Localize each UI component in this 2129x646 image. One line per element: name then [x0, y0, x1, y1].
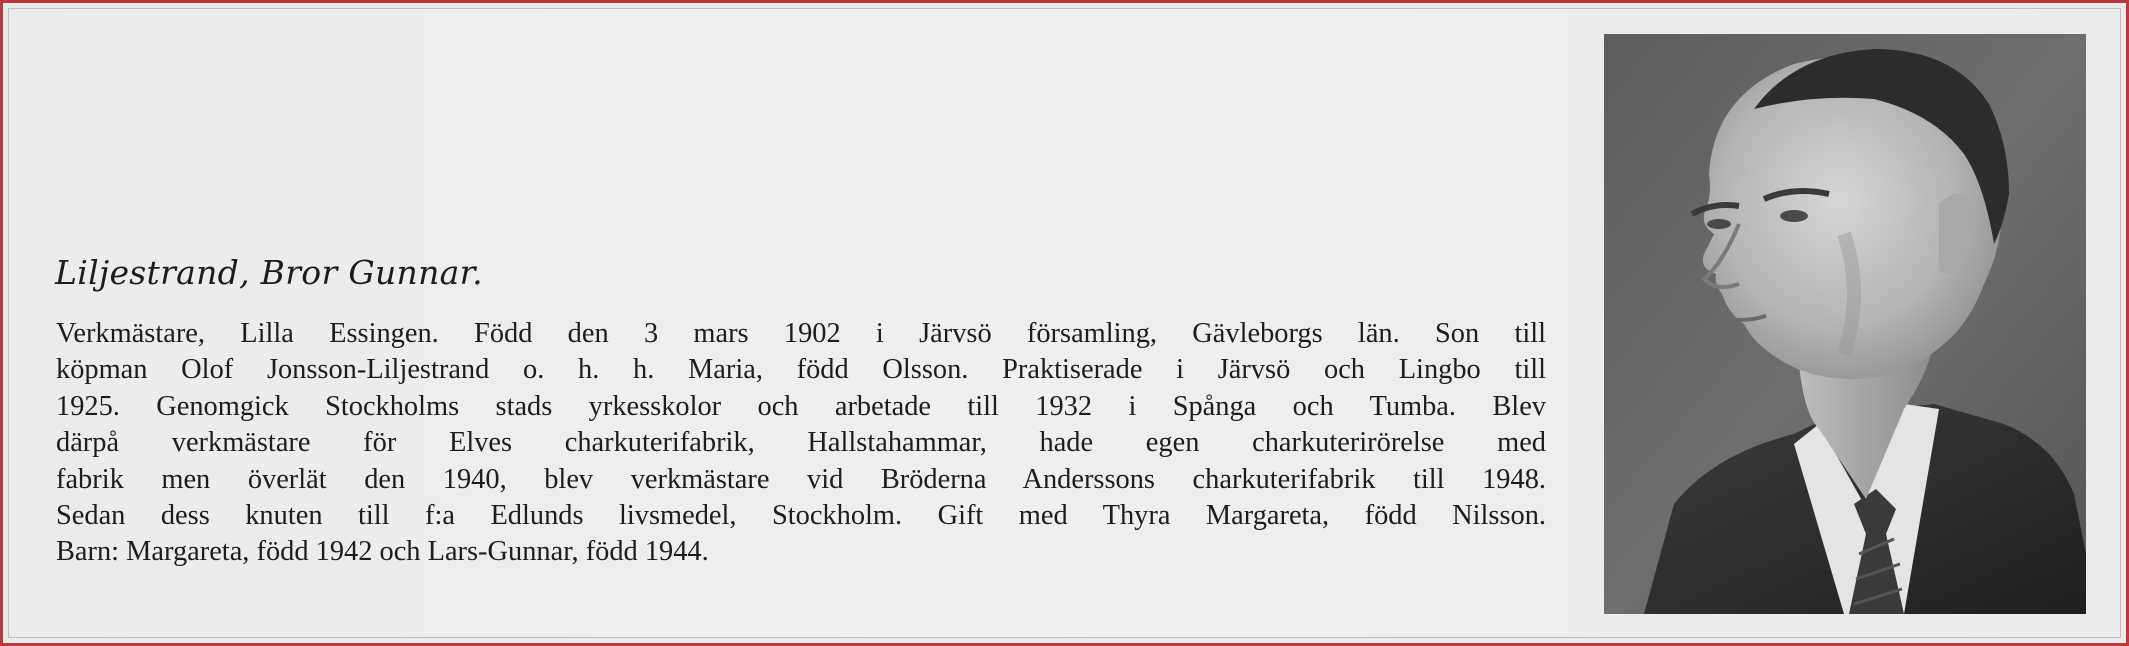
bio-line: Sedan dess knuten till f:a Edlunds livsmedel, Stockholm. Gift med Thyra Margareta, född Nilsson. [56, 500, 1546, 532]
bio-line: därpå verkmästare för Elves charkuterifabrik, Hallstahammar, hade egen charkuterirörelse med [56, 427, 1546, 459]
bio-line: Barn: Margareta, född 1942 och Lars-Gunnar, född 1944. [56, 536, 709, 568]
person-name-heading: Liljestrand, Bror Gunnar. [55, 253, 483, 292]
bio-line: köpman Olof Jonsson-Liljestrand o. h. h. Maria, född Olsson. Praktiserade i Järvsö och Lingbo till [56, 354, 1546, 386]
biography-text [56, 316, 1546, 571]
bio-line: fabrik men överlät den 1940, blev verkmästare vid Bröderna Anderssons charkuterifabrik till 1948. [56, 463, 1546, 495]
portrait-illustration [1604, 34, 2086, 614]
portrait-photo [1604, 34, 2086, 614]
bio-line: Verkmästare, Lilla Essingen. Född den 3 mars 1902 i Järvsö församling, Gävleborgs län. Son till [56, 318, 1546, 349]
bio-line: 1925. Genomgick Stockholms stads yrkesskolor och arbetade till 1932 i Spånga och Tumba. Blev [56, 390, 1546, 422]
